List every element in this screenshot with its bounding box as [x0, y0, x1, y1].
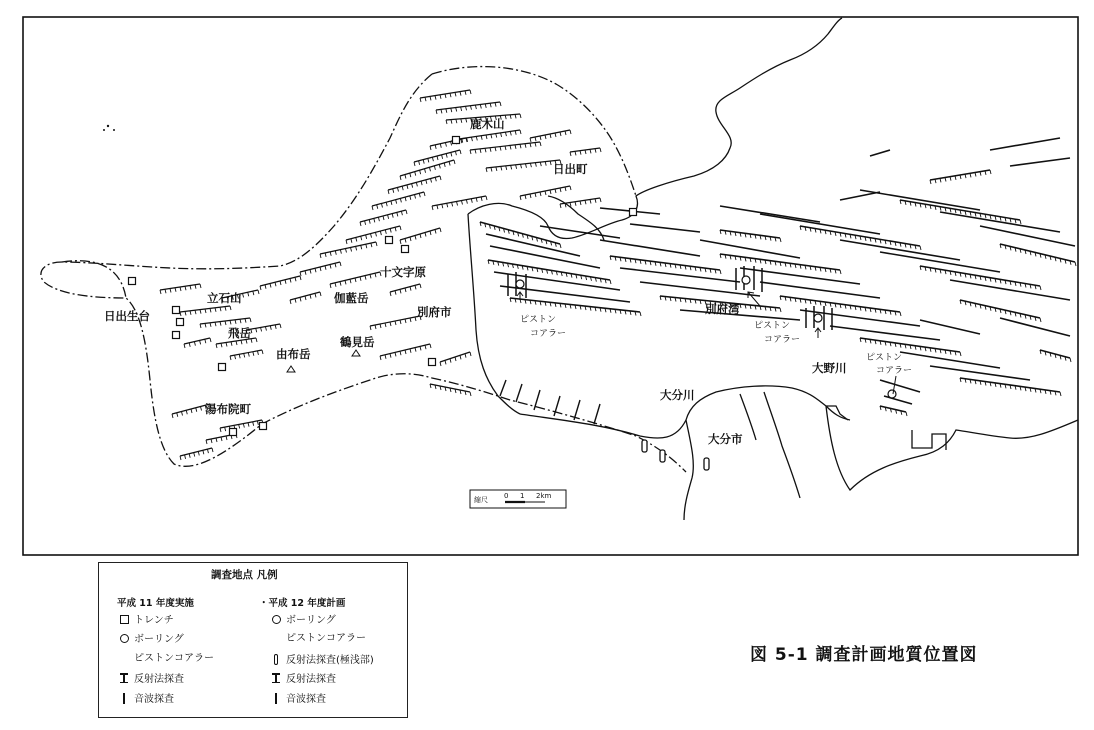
- legend-item-reflection-12: [269, 673, 336, 686]
- label-yufudake: 由布岳: [276, 347, 311, 361]
- legend-item-reflection-11: [117, 673, 184, 686]
- legend-label-piston-11: ピストンコアラー: [134, 653, 214, 664]
- label-beppushi: 別府市: [417, 305, 452, 319]
- sonic-survey-lines: [500, 380, 600, 424]
- legend-col2-header: ・平成 12 年度計画: [259, 598, 346, 609]
- legend-label-reflection-11: 反射法探査: [134, 673, 184, 685]
- scale-tick-1: 1: [520, 492, 525, 500]
- map-frame: [23, 17, 1078, 555]
- reflection-ibeam-icon: [117, 673, 131, 686]
- trench-square-icon: [117, 615, 131, 627]
- label-yufuincho: 湯布院町: [205, 402, 251, 416]
- label-piston-3b: コアラー: [876, 366, 913, 376]
- scale-bar: [470, 490, 566, 508]
- label-tobidake: 飛岳: [228, 326, 251, 340]
- noise-marks: [103, 125, 115, 131]
- legend-label-reflection-12: 反射法探査: [286, 673, 336, 685]
- fault-lines: [160, 90, 1076, 460]
- legend-box: [98, 562, 408, 718]
- legend-item-boring-11: [117, 634, 184, 646]
- label-karakiyama: 鹿木山: [470, 117, 505, 131]
- label-piston-1a: ピストン: [520, 315, 557, 325]
- scale-tick-0: 0: [504, 492, 509, 500]
- label-piston-2b: コアラー: [764, 335, 801, 345]
- legend-item-piston-11: [117, 654, 214, 664]
- legend-item-piston-12: [269, 634, 366, 644]
- label-tsurumidake: 鶴見岳: [340, 335, 375, 349]
- label-onogawa: 大野川: [812, 361, 847, 375]
- sonic-bar-icon: [269, 693, 283, 707]
- legend-item-trench: [117, 615, 174, 627]
- label-piston-1b: コアラー: [530, 329, 567, 339]
- legend-item-boring-12: [269, 615, 336, 627]
- legend-label-sonic-12: 音波探査: [286, 694, 326, 705]
- label-piston-3a: ピストン: [866, 353, 903, 363]
- municipal-boundary: [41, 67, 686, 472]
- label-oitagawa: 大分川: [660, 388, 695, 402]
- label-piston-2a: ピストン: [754, 321, 791, 331]
- legend-label-boring-12: ボーリング: [286, 615, 336, 626]
- legend-col1-header: 平成 11 年度実施: [117, 598, 194, 609]
- boring-circle-icon: [269, 615, 283, 627]
- label-garandake: 伽藍岳: [334, 291, 369, 305]
- label-beppuwan: 別府湾: [705, 302, 740, 316]
- figure-caption: 図 5-1 調査計画地質位置図: [750, 645, 978, 665]
- legend-label-shallow-reflection-12: 反射法探査(極浅部): [286, 655, 374, 666]
- label-tateishiyama: 立石山: [207, 291, 242, 305]
- reflection-ibeam-icon: [269, 673, 283, 686]
- label-hijiobudai: 日出生台: [104, 309, 150, 323]
- legend-title: 調査地点 凡例: [211, 569, 278, 581]
- legend-label-piston-12: ピストンコアラー: [286, 633, 366, 644]
- legend-item-sonic-12: [269, 693, 326, 707]
- legend-item-sonic-11: [117, 693, 174, 707]
- shallow-reflection-rect-icon: [269, 654, 283, 668]
- legend-label-sonic-11: 音波探査: [134, 694, 174, 705]
- scale-label: 縮尺: [474, 496, 488, 504]
- label-oitashi: 大分市: [708, 432, 743, 446]
- legend-label-boring-11: ボーリング: [134, 634, 184, 645]
- trench-sites: [129, 137, 637, 436]
- legend-item-shallow-reflection-12: [269, 654, 374, 668]
- sonic-bar-icon: [117, 693, 131, 707]
- boring-circle-icon: [117, 634, 131, 646]
- scale-tick-2: 2km: [536, 492, 552, 500]
- label-hijimachi: 日出町: [553, 162, 588, 176]
- label-jumonjibaru: 十文字原: [380, 265, 426, 279]
- legend-label-trench: トレンチ: [134, 615, 174, 626]
